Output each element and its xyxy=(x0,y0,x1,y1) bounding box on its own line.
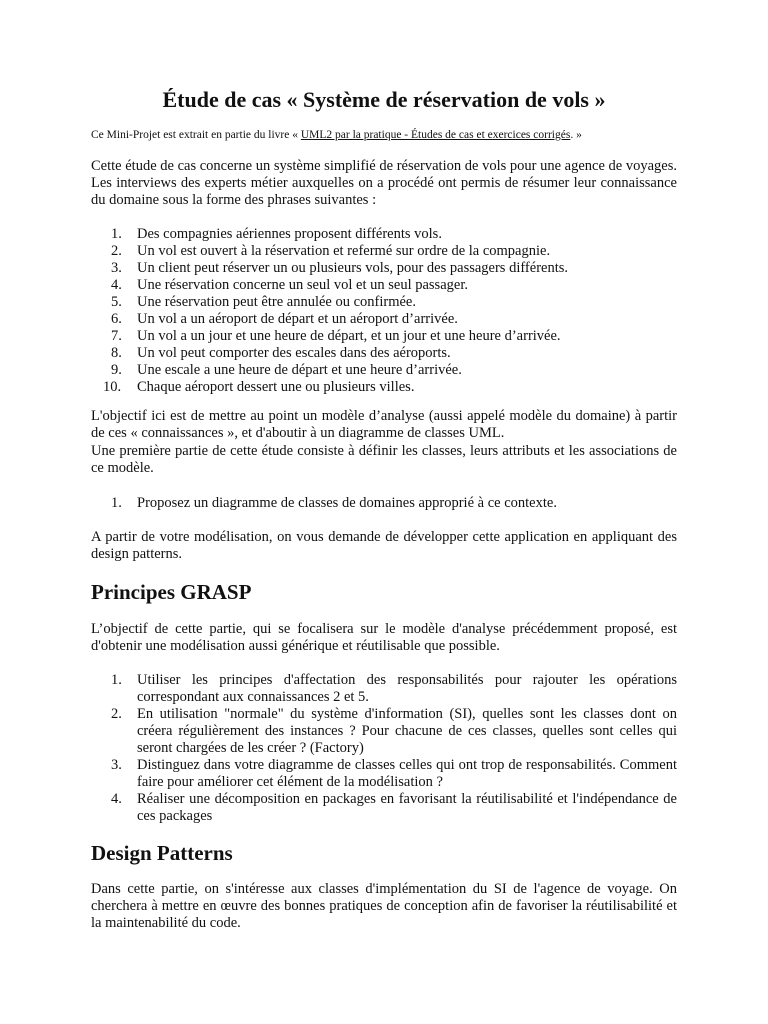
grasp-intro-paragraph: L’objectif de cette partie, qui se focalisera sur le modèle d'analyse précédemment proposé, est d'obtenir une modélisation aussi générique et réutilisable que possible. xyxy=(91,621,677,654)
list-item: 2. En utilisation "normale" du système d'information (SI), quelles sont les classes dont on créera régulièrement des instances ? Pour chacune de ces classes, quelles sont celles qui seront chargées de les créer ? (Factory) xyxy=(111,706,677,756)
list-item: 6. Un vol a un aéroport de départ et un aéroport d’arrivée. xyxy=(111,311,458,327)
list-item: 2. Un vol est ouvert à la réservation et refermé sur ordre de la compagnie. xyxy=(111,243,551,259)
document-title: Étude de cas « Système de réservation de vols » xyxy=(162,87,606,112)
list-item: 4. Une réservation concerne un seul vol et un seul passager. xyxy=(111,277,468,293)
source-note xyxy=(91,127,691,143)
source-suffix: . » xyxy=(570,129,582,141)
first-part-paragraph: Une première partie de cette étude consiste à définir les classes, leurs attributs et les associations de ce modèle. xyxy=(91,443,677,476)
intro-paragraph: Cette étude de cas concerne un système simplifié de réservation de vols pour une agence de voyages. Les interviews des experts métier auxquelles on a procédé ont permis de résumer leur connaissance du domaine sous la forme des phrases suivantes : xyxy=(91,158,677,208)
task-list xyxy=(91,495,677,512)
objective-paragraph: L'objectif ici est de mettre au point un modèle d’analyse (aussi appelé modèle du domaine) à partir de ces « connaissances », et d'aboutir à un diagramme de classes UML. xyxy=(91,408,677,441)
facts-list xyxy=(91,226,677,396)
list-item: 3. Distinguez dans votre diagramme de classes celles qui ont trop de responsabilités. Comment faire pour améliorer cet élément de la modélisation ? xyxy=(111,757,677,790)
list-item: 3. Un client peut réserver un ou plusieurs vols, pour des passagers différents. xyxy=(111,260,568,276)
list-item: 7. Un vol a un jour et une heure de départ, et un jour et une heure d’arrivée. xyxy=(111,328,561,344)
design-patterns-heading: Design Patterns xyxy=(91,841,233,865)
list-item: 1. Utiliser les principes d'affectation des responsabilités pour rajouter les opérations correspondant aux connaissances 2 et 5. xyxy=(111,672,677,705)
design-patterns-paragraph: Dans cette partie, on s'intéresse aux classes d'implémentation du SI de l'agence de voyage. On cherchera à mettre en œuvre des bonnes pratiques de conception afin de favoriser la réutilisabilité et la maintenabilité du code. xyxy=(91,881,677,931)
list-item: 9. Une escale a une heure de départ et une heure d’arrivée. xyxy=(111,362,462,378)
list-item: 1. Proposez un diagramme de classes de domaines approprié à ce contexte. xyxy=(111,495,557,511)
source-prefix: Ce Mini-Projet est extrait en partie du livre « xyxy=(91,129,301,141)
list-item: 8. Un vol peut comporter des escales dans des aéroports. xyxy=(111,345,451,361)
list-item: 10. Chaque aéroport dessert une ou plusieurs villes. xyxy=(103,379,415,395)
design-intro-paragraph: A partir de votre modélisation, on vous demande de développer cette application en appliquant des design patterns. xyxy=(91,529,677,562)
list-item: 1. Des compagnies aériennes proposent différents vols. xyxy=(111,226,442,242)
list-item: 5. Une réservation peut être annulée ou confirmée. xyxy=(111,294,416,310)
book-title-link[interactable]: UML2 par la pratique - Études de cas et exercices corrigés xyxy=(300,129,571,141)
grasp-questions-list xyxy=(91,672,677,825)
grasp-heading: Principes GRASP xyxy=(91,580,252,604)
list-item: 4. Réaliser une décomposition en packages en favorisant la réutilisabilité et l'indépendance de ces packages xyxy=(111,791,677,824)
